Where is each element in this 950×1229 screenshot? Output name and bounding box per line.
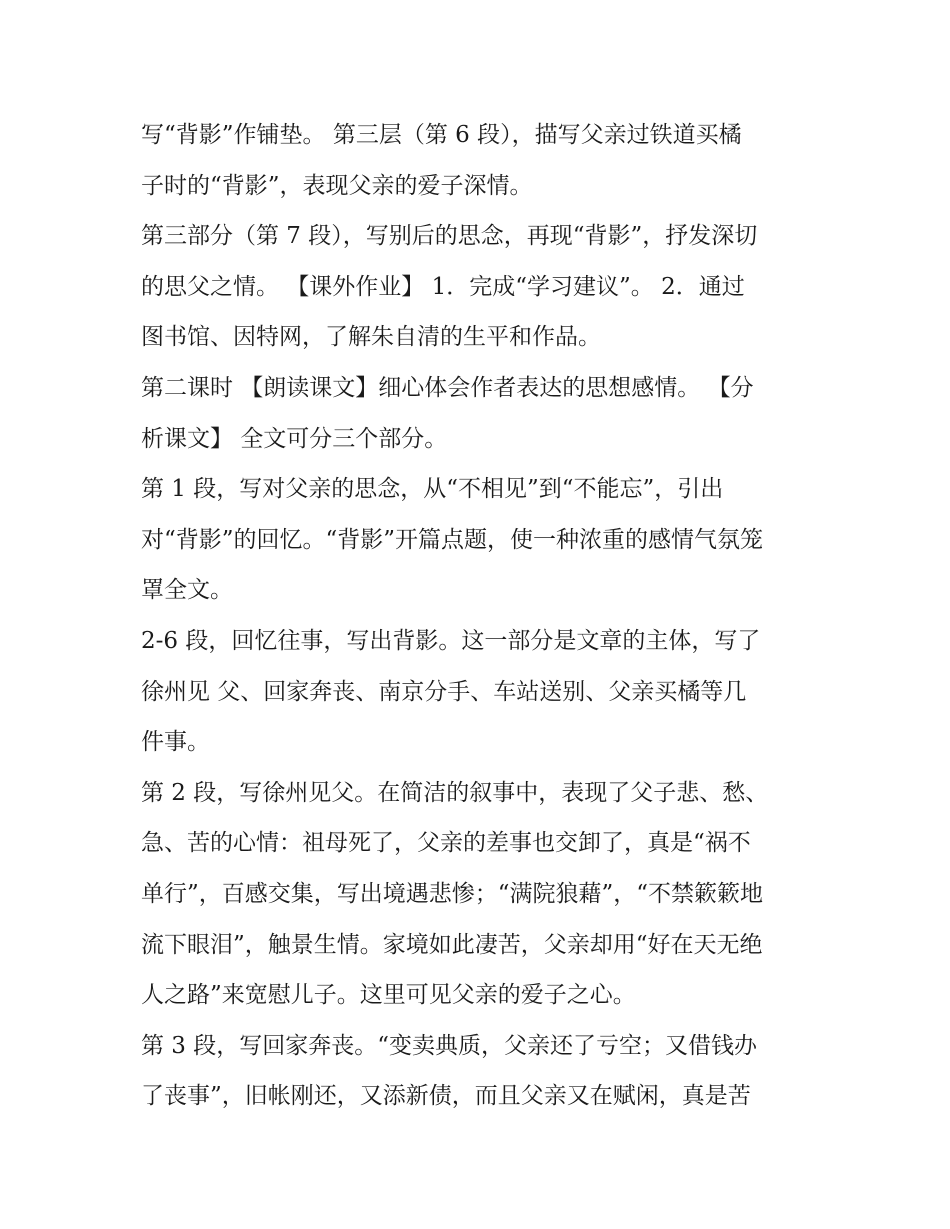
text-line: 对“背影”的回忆。“背影”开篇点题，使一种浓重的感情气氛笼 [141, 526, 764, 553]
text-line: 徐州见 父、回家奔丧、南京分手、车站送别、父亲买橘等几 [141, 678, 747, 705]
text-line: 子时的“背影”，表现父亲的爱子深情。 [141, 172, 533, 199]
text-line: 写“背影”作铺垫。 第三层（第 6 段），描写父亲过铁道买橘 [141, 122, 742, 148]
text-line: 件事。 [141, 729, 210, 756]
text-line: 急、苦的心情：祖母死了，父亲的差事也交卸了，真是“祸不 [141, 830, 751, 857]
text-line: 第三部分（第 7 段），写别后的思念，再现“背影”，抒发深切 [141, 223, 758, 250]
text-line: 了丧事”，旧帐刚还，又添新债，而且父亲又在赋闲，真是苦 [141, 1083, 751, 1110]
text-line: 流下眼泪”，触景生情。家境如此凄苦，父亲却用“好在天无绝 [141, 931, 763, 958]
text-line: 第 3 段，写回家奔丧。“变卖典质，父亲还了亏空；又借钱办 [141, 1032, 758, 1059]
text-line: 2-6 段，回忆往事，写出背影。这一部分是文章的主体，写了 [141, 627, 761, 654]
text-line: 第 1 段，写对父亲的思念，从“不相见”到“不能忘”，引出 [141, 476, 724, 503]
text-line: 人之路”来宽慰儿子。这里可见父亲的爱子之心。 [141, 982, 636, 1009]
text-line: 图书馆、因特网，了解朱自清的生平和作品。 [141, 324, 601, 351]
text-line: 第 2 段，写徐州见父。在简洁的叙事中，表现了父子悲、愁、 [141, 779, 769, 806]
text-line: 的思父之情。 【课外作业】 1．完成“学习建议”。 2．通过 [141, 273, 745, 300]
text-line: 第二课时 【朗读课文】细心体会作者表达的思想感情。 【分 [141, 374, 754, 401]
text-line: 析课文】 全文可分三个部分。 [141, 425, 448, 452]
text-line: 单行”，百感交集，写出境遇悲惨；“满院狼藉”，“不禁簌簌地 [141, 880, 764, 907]
text-line: 罩全文。 [141, 577, 233, 604]
document-body [141, 110, 821, 1122]
